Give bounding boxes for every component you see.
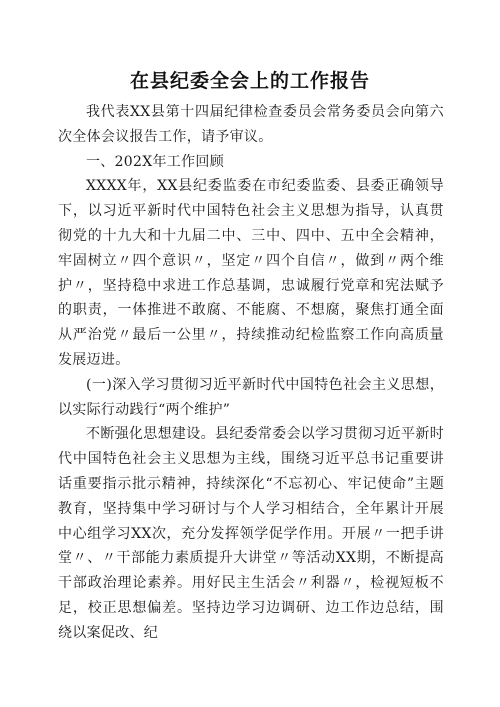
section-heading-work-review: 一、202X年工作回顾 <box>86 153 224 170</box>
document-body <box>58 100 444 646</box>
review-paragraph: XXXX年，XX县纪委监委在市纪委监委、县委正确领导下，以习近平新时代中国特色社会主义思想为指导，认真贯彻党的十九大和十九届二中、三中、四中、五中全会精神，牢固树立〃四个意识〃，坚定〃四个自信〃，做到〃两个维护〃，坚持稳中求进工作总基调，忠诚履行党章和宪法赋予的职责，一体推进不敢腐、不能腐、不想腐，聚焦打通全面从严治党〃最后一公里〃，持续推动纪检监察工作向高质量发展迈进。 <box>58 178 444 368</box>
intro-paragraph: 我代表XX县第十四届纪律检查委员会常务委员会向第六次全体会议报告工作，请予审议。 <box>58 104 444 145</box>
ideological-building-paragraph: 不断强化思想建设。县纪委常委会以学习贯彻习近平新时代中国特色社会主义思想为主线，围绕习近平总书记重要讲话重要指示批示精神，持续深化“不忘初心、牢记使命”主题教育，坚持集中学习研讨与个人学习相结合，全年累计开展中心组学习XX次，充分发挥领学促学作用。开展〃一把手讲堂〃、〃干部能力素质提升大讲堂〃等活动XX期，不断提高干部政治理论素养。用好民主生活会〃利器〃，检视短板不足，校正思想偏差。坚持边学习边调研、边工作边总结，围绕以案促改、纪 <box>58 426 444 641</box>
subsection-heading-1: (一)深入学习贯彻习近平新时代中国特色社会主义思想，以实际行动践行“两个维护” <box>58 376 444 418</box>
document-title: 在县纪委全会上的工作报告 <box>129 70 370 92</box>
